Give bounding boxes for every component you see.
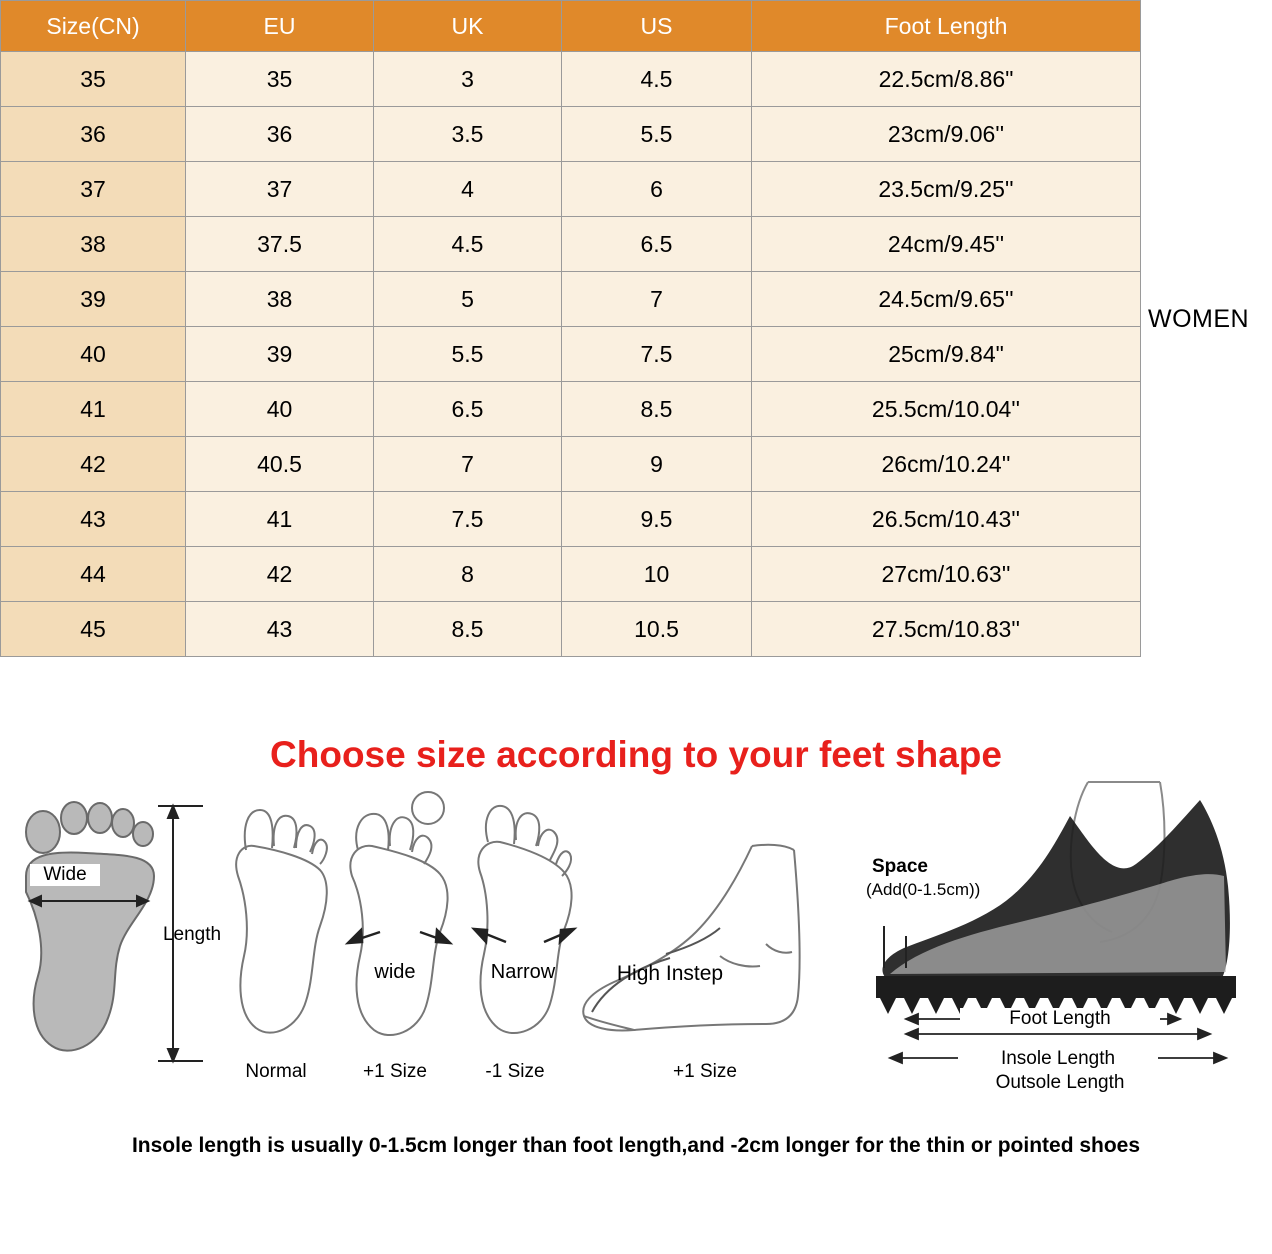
column-header-uk: UK bbox=[374, 1, 562, 52]
table-row bbox=[1, 327, 1141, 382]
cell-us: 10 bbox=[562, 547, 752, 602]
label-insole-length: Insole Length bbox=[958, 1048, 1158, 1070]
cell-size-cn: 35 bbox=[1, 52, 186, 107]
column-header-size-cn: Size(CN) bbox=[1, 1, 186, 52]
table-row bbox=[1, 162, 1141, 217]
table-row bbox=[1, 107, 1141, 162]
label-plus-one-size-a: +1 Size bbox=[363, 1061, 427, 1082]
cell-uk: 8 bbox=[374, 547, 562, 602]
cell-eu: 37.5 bbox=[186, 217, 374, 272]
cell-foot-length: 24.5cm/9.65'' bbox=[752, 272, 1141, 327]
gender-label: WOMEN bbox=[1148, 305, 1250, 333]
column-header-us: US bbox=[562, 1, 752, 52]
label-narrow-toe: Narrow bbox=[490, 961, 556, 983]
cell-size-cn: 45 bbox=[1, 602, 186, 657]
guide-figures bbox=[0, 776, 1272, 1176]
cell-uk: 6.5 bbox=[374, 382, 562, 437]
label-wide-measure: Wide bbox=[30, 864, 100, 886]
cell-size-cn: 40 bbox=[1, 327, 186, 382]
label-space: Space bbox=[872, 856, 928, 877]
cell-eu: 40 bbox=[186, 382, 374, 437]
cell-size-cn: 36 bbox=[1, 107, 186, 162]
cell-eu: 38 bbox=[186, 272, 374, 327]
cell-foot-length: 25.5cm/10.04'' bbox=[752, 382, 1141, 437]
cell-uk: 7 bbox=[374, 437, 562, 492]
label-foot-length: Foot Length bbox=[960, 1008, 1160, 1030]
cell-size-cn: 44 bbox=[1, 547, 186, 602]
cell-us: 10.5 bbox=[562, 602, 752, 657]
guide-headline: Choose size according to your feet shape bbox=[270, 734, 1002, 775]
cell-eu: 39 bbox=[186, 327, 374, 382]
guide-footnote: Insole length is usually 0-1.5cm longer than foot length,and -2cm longer for the thin or pointed shoes bbox=[131, 1134, 1141, 1157]
table-row bbox=[1, 437, 1141, 492]
cell-foot-length: 25cm/9.84" bbox=[752, 327, 1141, 382]
table-row bbox=[1, 272, 1141, 327]
label-outsole-length: Outsole Length bbox=[950, 1072, 1170, 1094]
table-row bbox=[1, 547, 1141, 602]
label-high-instep: High Instep bbox=[616, 962, 724, 985]
cell-size-cn: 42 bbox=[1, 437, 186, 492]
cell-foot-length: 26cm/10.24'' bbox=[752, 437, 1141, 492]
normal-foot-outline bbox=[218, 786, 338, 1066]
cell-us: 6.5 bbox=[562, 217, 752, 272]
cell-uk: 5 bbox=[374, 272, 562, 327]
cell-foot-length: 27.5cm/10.83'' bbox=[752, 602, 1141, 657]
table-row bbox=[1, 52, 1141, 107]
cell-foot-length: 23.5cm/9.25'' bbox=[752, 162, 1141, 217]
cell-size-cn: 38 bbox=[1, 217, 186, 272]
cell-foot-length: 24cm/9.45'' bbox=[752, 217, 1141, 272]
table-row bbox=[1, 217, 1141, 272]
label-minus-one-size: -1 Size bbox=[485, 1061, 545, 1082]
feet-shape-guide bbox=[0, 657, 1272, 1243]
table-header-row bbox=[1, 1, 1141, 52]
label-plus-one-size-b: +1 Size bbox=[673, 1061, 737, 1082]
label-wide-toe: wide bbox=[374, 961, 416, 983]
cell-uk: 4.5 bbox=[374, 217, 562, 272]
cell-uk: 7.5 bbox=[374, 492, 562, 547]
label-space-add: (Add(0-1.5cm)) bbox=[866, 880, 981, 899]
label-length-measure: Length bbox=[162, 924, 222, 945]
cell-foot-length: 26.5cm/10.43'' bbox=[752, 492, 1141, 547]
cell-us: 9 bbox=[562, 437, 752, 492]
high-instep-side-view bbox=[570, 836, 820, 1076]
label-normal: Normal bbox=[245, 1061, 307, 1082]
cell-us: 9.5 bbox=[562, 492, 752, 547]
cell-eu: 35 bbox=[186, 52, 374, 107]
cell-eu: 41 bbox=[186, 492, 374, 547]
cell-size-cn: 37 bbox=[1, 162, 186, 217]
cell-size-cn: 41 bbox=[1, 382, 186, 437]
cell-us: 7.5 bbox=[562, 327, 752, 382]
cell-uk: 3.5 bbox=[374, 107, 562, 162]
size-table bbox=[0, 0, 1141, 657]
cell-us: 4.5 bbox=[562, 52, 752, 107]
table-row bbox=[1, 382, 1141, 437]
table-row bbox=[1, 602, 1141, 657]
column-header-eu: EU bbox=[186, 1, 374, 52]
cell-eu: 43 bbox=[186, 602, 374, 657]
cell-uk: 3 bbox=[374, 52, 562, 107]
cell-size-cn: 43 bbox=[1, 492, 186, 547]
cell-eu: 40.5 bbox=[186, 437, 374, 492]
cell-eu: 36 bbox=[186, 107, 374, 162]
cell-foot-length: 27cm/10.63'' bbox=[752, 547, 1141, 602]
column-header-foot-length: Foot Length bbox=[752, 1, 1141, 52]
cell-foot-length: 22.5cm/8.86" bbox=[752, 52, 1141, 107]
cell-uk: 8.5 bbox=[374, 602, 562, 657]
cell-us: 7 bbox=[562, 272, 752, 327]
table-row bbox=[1, 492, 1141, 547]
cell-eu: 37 bbox=[186, 162, 374, 217]
wide-foot-outline bbox=[336, 780, 466, 1070]
cell-foot-length: 23cm/9.06'' bbox=[752, 107, 1141, 162]
cell-us: 5.5 bbox=[562, 107, 752, 162]
cell-size-cn: 39 bbox=[1, 272, 186, 327]
cell-uk: 4 bbox=[374, 162, 562, 217]
cell-eu: 42 bbox=[186, 547, 374, 602]
cell-us: 6 bbox=[562, 162, 752, 217]
cell-uk: 5.5 bbox=[374, 327, 562, 382]
cell-us: 8.5 bbox=[562, 382, 752, 437]
